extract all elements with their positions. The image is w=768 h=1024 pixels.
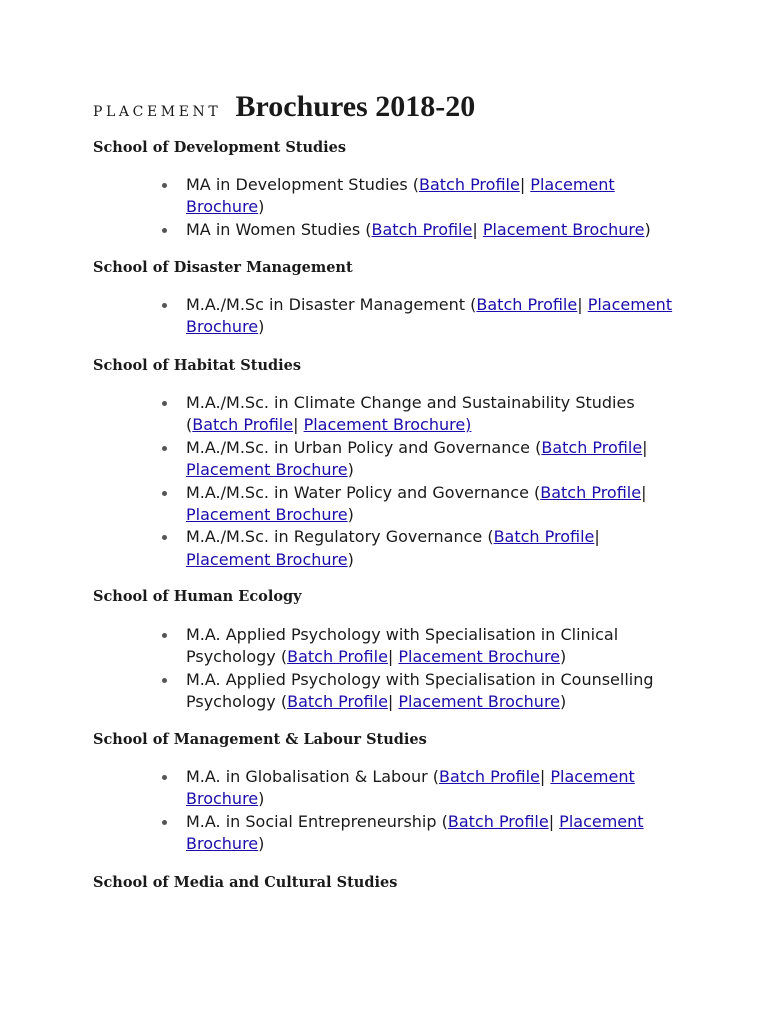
placement-brochure-link[interactable]: Placement Brochure xyxy=(186,549,348,569)
program-name: M.A. Applied Psychology with Specialisation in Counselling Psychology xyxy=(186,669,654,712)
batch-profile-link[interactable]: Batch Profile xyxy=(493,527,595,547)
program-item: M.A./M.Sc. in Regulatory Governance (Batch Profile| Placement Brochure) xyxy=(162,526,682,571)
bullet-icon xyxy=(162,820,167,825)
bullet-icon xyxy=(162,535,167,540)
batch-profile-link[interactable]: Batch Profile xyxy=(418,175,520,194)
school-heading: School of Disaster Management xyxy=(93,259,353,276)
bullet-icon xyxy=(162,775,167,780)
bullet-icon xyxy=(162,678,167,683)
program-list xyxy=(162,392,682,571)
program-item: M.A./M.Sc. in Climate Change and Sustainability Studies (Batch Profile| Placement Brochure) xyxy=(162,392,682,437)
batch-profile-link[interactable]: Batch Profile xyxy=(447,811,549,831)
program-list xyxy=(162,294,682,339)
bullet-icon xyxy=(162,491,167,496)
program-list xyxy=(162,766,682,856)
school-heading: School of Development Studies xyxy=(93,139,347,156)
program-name: MA in Development Studies xyxy=(186,175,408,194)
placement-brochure-link[interactable]: Placement Brochure xyxy=(186,295,673,337)
placement-brochure-link[interactable]: Placement Brochure xyxy=(398,692,561,712)
program-item: M.A./M.Sc. in Urban Policy and Governance (Batch Profile| Placement Brochure) xyxy=(162,437,682,482)
program-name: M.A. Applied Psychology with Specialisation in Clinical Psychology xyxy=(186,625,619,667)
batch-profile-link[interactable]: Batch Profile xyxy=(476,295,578,314)
program-item: MA in Women Studies (Batch Profile| Placement Brochure) xyxy=(162,219,682,241)
program-item: M.A. in Globalisation & Labour (Batch Profile| Placement Brochure) xyxy=(162,766,682,811)
batch-profile-link[interactable]: Batch Profile xyxy=(287,647,388,667)
school-heading: School of Human Ecology xyxy=(93,588,302,605)
program-name: M.A./M.Sc in Disaster Management xyxy=(186,295,466,314)
placement-brochure-link[interactable]: Placement Brochure xyxy=(482,219,645,239)
title-prefix: PLACEMENT xyxy=(93,104,222,120)
placement-brochure-link[interactable]: Placement Brochure xyxy=(398,647,561,667)
bullet-icon xyxy=(162,183,167,188)
link-separator: | xyxy=(594,527,600,547)
batch-profile-link[interactable]: Batch Profile xyxy=(541,437,643,457)
link-separator: | xyxy=(387,647,394,667)
program-item: M.A./M.Sc. in Water Policy and Governance (Batch Profile| Placement Brochure) xyxy=(162,482,682,527)
link-separator: | xyxy=(577,295,583,314)
placement-brochure-link[interactable]: Placement Brochure) xyxy=(303,415,472,435)
batch-profile-link[interactable]: Batch Profile xyxy=(287,692,388,712)
bullet-icon xyxy=(162,446,167,451)
title-main: Brochures 2018-20 xyxy=(235,90,476,123)
placement-brochure-link[interactable]: Placement Brochure xyxy=(186,811,644,854)
link-separator: | xyxy=(548,811,555,831)
program-name: M.A./M.Sc. in Water Policy and Governance xyxy=(186,482,529,502)
link-separator: | xyxy=(641,482,647,502)
bullet-icon xyxy=(162,228,167,233)
placement-brochure-link[interactable]: Placement Brochure xyxy=(186,767,635,809)
link-separator: | xyxy=(519,175,526,194)
batch-profile-link[interactable]: Batch Profile xyxy=(192,415,294,435)
bullet-icon xyxy=(162,303,167,308)
program-name: MA in Women Studies xyxy=(186,219,361,239)
placement-brochure-link[interactable]: Placement Brochure xyxy=(186,460,348,480)
batch-profile-link[interactable]: Batch Profile xyxy=(540,482,642,502)
bullet-icon xyxy=(162,633,167,638)
program-name: M.A./M.Sc. in Regulatory Governance xyxy=(186,527,483,547)
program-name: M.A./M.Sc. in Climate Change and Sustainability Studies xyxy=(186,393,635,412)
batch-profile-link[interactable]: Batch Profile xyxy=(439,767,540,786)
program-name: M.A. in Social Entrepreneurship xyxy=(186,811,437,831)
link-separator: | xyxy=(472,219,478,239)
school-heading: School of Management & Labour Studies xyxy=(93,731,427,748)
link-separator: | xyxy=(387,692,394,712)
program-item: M.A. Applied Psychology with Specialisation in Clinical Psychology (Batch Profile| Placement Brochure) xyxy=(162,624,682,669)
link-separator: | xyxy=(293,415,299,435)
bullet-icon xyxy=(162,401,167,406)
placement-brochure-link[interactable]: Placement Brochure xyxy=(186,175,615,217)
placement-brochure-link[interactable]: Placement Brochure xyxy=(186,505,348,525)
program-item: M.A. in Social Entrepreneurship (Batch Profile| Placement Brochure) xyxy=(162,811,682,856)
program-name: M.A./M.Sc. in Urban Policy and Governance xyxy=(186,437,531,457)
program-list xyxy=(162,174,682,241)
school-heading: School of Habitat Studies xyxy=(93,357,302,374)
program-item: M.A./M.Sc in Disaster Management (Batch Profile| Placement Brochure) xyxy=(162,294,682,339)
link-separator: | xyxy=(539,767,546,786)
program-list xyxy=(162,624,682,714)
school-heading: School of Media and Cultural Studies xyxy=(93,874,398,891)
page-title xyxy=(93,86,475,131)
program-item: M.A. Applied Psychology with Specialisation in Counselling Psychology (Batch Profile| Placement Brochure) xyxy=(162,669,682,714)
program-item: MA in Development Studies (Batch Profile| Placement Brochure) xyxy=(162,174,682,219)
batch-profile-link[interactable]: Batch Profile xyxy=(371,219,473,239)
link-separator: | xyxy=(642,437,648,457)
program-name: M.A. in Globalisation & Labour xyxy=(186,767,428,786)
